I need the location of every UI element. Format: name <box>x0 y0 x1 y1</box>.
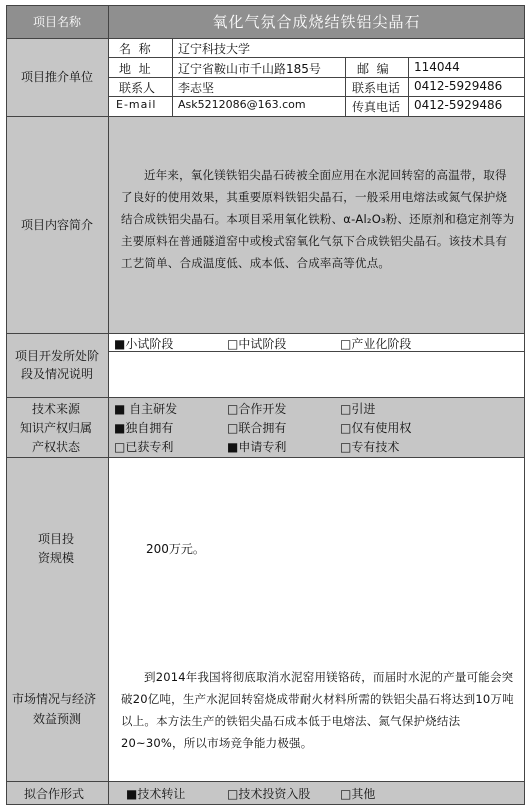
address-label: 地 址 <box>119 62 151 76</box>
investment-label-line2: 资规模 <box>38 551 75 565</box>
tech-source-import[interactable]: □引进 <box>340 402 376 416</box>
contact-value: 李志坚 <box>178 81 215 95</box>
tech-source-coop[interactable]: □合作开发 <box>227 402 287 416</box>
project-name-label: 项目名称 <box>32 15 81 29</box>
stage-label-text: 项目开发所处阶段及情况说明 <box>14 349 99 381</box>
rule <box>108 96 525 97</box>
tech-source-own[interactable]: ■ 自主研发 <box>114 402 178 416</box>
market-label-line2: 效益预测 <box>33 712 82 726</box>
stage-option-industrial[interactable]: □产业化阶段 <box>340 337 412 351</box>
postcode-value: 114044 <box>414 60 460 74</box>
name-value: 辽宁科技大学 <box>178 42 251 56</box>
coop-option-investment[interactable]: □技术投资入股 <box>227 787 311 801</box>
ip-use-only[interactable]: □仅有使用权 <box>340 421 412 435</box>
rule <box>172 38 173 116</box>
stage-option-intermediate[interactable]: □中试阶段 <box>227 337 287 351</box>
fax-label: 传真电话 <box>352 100 401 114</box>
unit-label: 项目推介单位 <box>20 70 93 84</box>
investment-value: 200万元。 <box>146 542 205 556</box>
ip-exclusive[interactable]: ■独自拥有 <box>114 421 174 435</box>
stage-option-pilot[interactable]: ■小试阶段 <box>114 337 174 351</box>
ip-ownership-label: 知识产权归属 <box>20 421 93 435</box>
rule <box>108 5 109 805</box>
contact-label: 联系人 <box>119 81 156 95</box>
address-value: 辽宁省鞍山市千山路185号 <box>178 62 321 76</box>
phone-value: 0412-5929486 <box>414 79 503 93</box>
rule <box>108 57 525 58</box>
proprietary-tech[interactable]: □专有技术 <box>340 440 400 454</box>
rule <box>524 5 525 805</box>
postcode-label: 邮 编 <box>357 62 389 76</box>
ip-joint[interactable]: □联合拥有 <box>227 421 287 435</box>
project-title: 氧化气氛合成烧结铁铝尖晶石 <box>212 13 421 31</box>
intro-text: 近年来，氧化镁铁铝尖晶石砖被全面应用在水泥回转窑的高温带，取得了良好的使用效果，其重要原料铁铝尖晶石，一般采用电熔法或氮气保护烧结合成铁铝尖晶石。本项目采用氧化铁粉、α-Al₂O₃粉、还原剂和稳定剂等为主要原料在普通隧道窑中或梭式窑氧化气氛下合成铁铝尖晶石。该技术具有工艺简单、合成温度低、成本低、合成率高等优点。 <box>121 168 515 270</box>
rule <box>408 57 409 116</box>
phone-label: 联系电话 <box>352 81 401 95</box>
rule <box>108 77 525 78</box>
intro-label: 项目内容简介 <box>20 217 93 232</box>
rule <box>6 397 525 398</box>
rule <box>6 781 525 782</box>
email-label: E-mail <box>116 98 157 111</box>
market-label-line1: 市场情况与经济 <box>12 692 97 706</box>
fax-value: 0412-5929486 <box>414 98 503 112</box>
patent-granted[interactable]: □已获专利 <box>114 440 174 454</box>
cooperation-label: 拟合作形式 <box>24 787 85 801</box>
patent-applied[interactable]: ■申请专利 <box>227 440 287 454</box>
ip-status-label: 产权状态 <box>32 440 81 454</box>
name-label: 名 称 <box>119 42 151 56</box>
tech-source-label: 技术来源 <box>32 402 81 416</box>
rule <box>345 57 346 116</box>
coop-option-other[interactable]: □其他 <box>340 787 376 801</box>
investment-label-line1: 项目投 <box>38 532 75 546</box>
coop-option-transfer[interactable]: ■技术转让 <box>126 787 186 801</box>
email-value: Ask5212086@163.com <box>178 98 306 111</box>
market-text: 到2014年我国将彻底取消水泥窑用镁铬砖，而届时水泥的产量可能会突破20亿吨，生产水泥回转窑烧成带耐火材料所需的铁铝尖晶石将达到10万吨以上。本方法生产的铁铝尖晶石成本低于电熔法、氮气保护烧结法20~30%，所以市场竞争能力极强。 <box>121 670 514 750</box>
stage-label <box>14 333 100 397</box>
rule <box>6 457 525 458</box>
